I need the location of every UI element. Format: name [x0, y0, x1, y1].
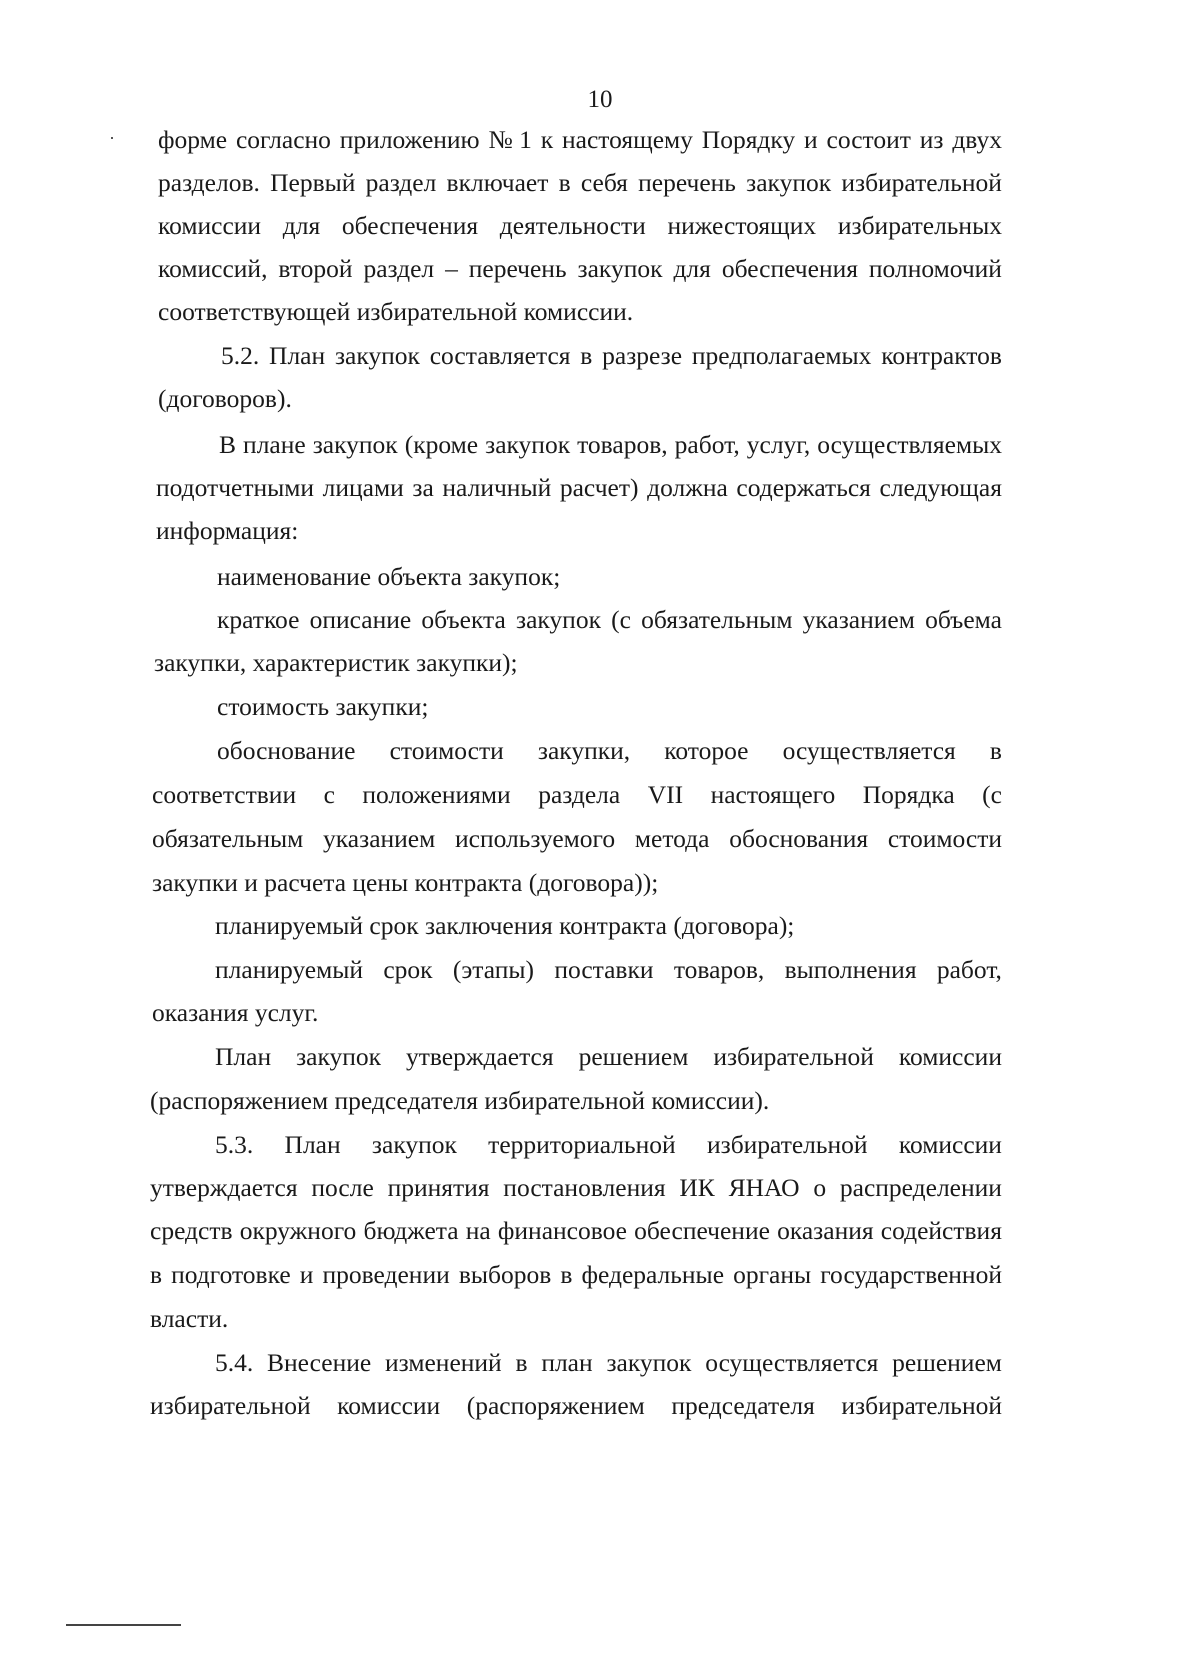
list-item: планируемый срок (этапы) поставки товаров, выполнения работ,	[215, 955, 1002, 984]
text-line: комиссии для обеспечения деятельности нижестоящих избирательных	[158, 211, 1002, 240]
list-item: наименование объекта закупок;	[217, 562, 561, 591]
text-line: План закупок утверждается решением избирательной комиссии	[215, 1042, 1002, 1071]
text-line: информация:	[156, 516, 299, 545]
margin-mark	[111, 137, 113, 139]
text-line: соответствующей избирательной комиссии.	[158, 297, 634, 326]
paragraph-5-4: 5.4. Внесение изменений в план закупок осуществляется решением	[215, 1348, 1002, 1377]
text-line: комиссий, второй раздел – перечень закупок для обеспечения полномочий	[158, 254, 1002, 283]
text-line: утверждается после принятия постановления ИК ЯНАО о распределении	[150, 1173, 1002, 1202]
text-line: разделов. Первый раздел включает в себя перечень закупок избирательной	[158, 168, 1002, 197]
text-line: в подготовке и проведении выборов в федеральные органы государственной	[150, 1260, 1002, 1289]
text-line: подотчетными лицами за наличный расчет) должна содержаться следующая	[156, 473, 1002, 502]
text-line: власти.	[150, 1304, 229, 1333]
text-line: В плане закупок (кроме закупок товаров, работ, услуг, осуществляемых	[219, 430, 1002, 459]
text-line: форме согласно приложению № 1 к настоящему Порядку и состоит из двух	[158, 125, 1002, 154]
footer-rule	[66, 1624, 181, 1626]
text-line: оказания услуг.	[152, 998, 319, 1027]
text-line: закупки и расчета цены контракта (договора));	[152, 868, 659, 897]
text-line: (распоряжением председателя избирательной комиссии).	[150, 1086, 770, 1115]
list-item: планируемый срок заключения контракта (договора);	[215, 911, 795, 940]
text-line: (договоров).	[158, 384, 292, 413]
paragraph-5-3: 5.3. План закупок территориальной избирательной комиссии	[215, 1130, 1002, 1159]
list-item: стоимость закупки;	[217, 692, 429, 721]
text-line: избирательной комиссии (распоряжением председателя избирательной	[150, 1391, 1002, 1420]
text-line: средств окружного бюджета на финансовое обеспечение оказания содействия	[150, 1216, 1002, 1245]
text-line: закупки, характеристик закупки);	[154, 648, 518, 677]
list-item: обоснование стоимости закупки, которое осуществляется в	[217, 736, 1002, 765]
list-item: краткое описание объекта закупок (с обязательным указанием объема	[217, 605, 1002, 634]
paragraph-5-2: 5.2. План закупок составляется в разрезе предполагаемых контрактов	[221, 341, 1002, 370]
text-line: обязательным указанием используемого метода обоснования стоимости	[152, 824, 1002, 853]
text-line: соответствии с положениями раздела VII настоящего Порядка (с	[152, 780, 1002, 809]
page-number: 10	[587, 86, 613, 113]
